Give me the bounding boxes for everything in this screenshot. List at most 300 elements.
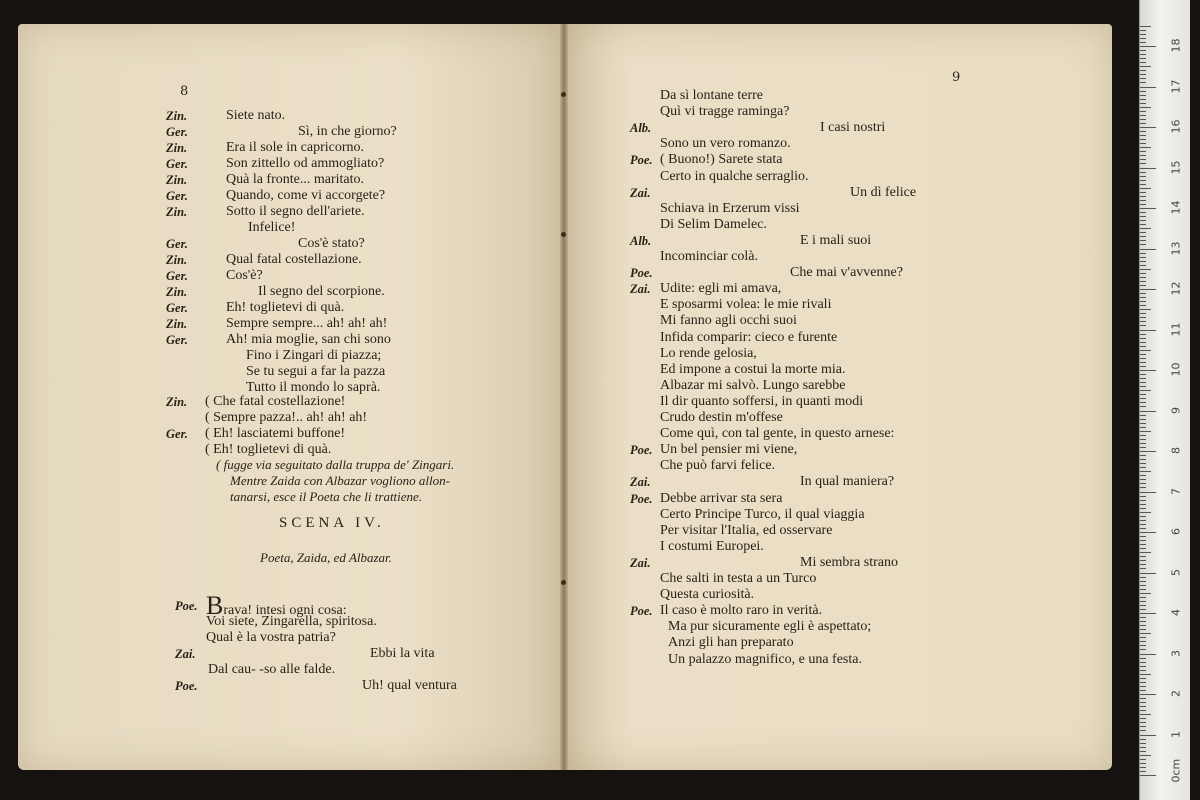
ruler-tick bbox=[1140, 524, 1146, 525]
verse-line: Il dir quanto soffersi, in quanti modi bbox=[660, 393, 864, 409]
ruler-tick bbox=[1140, 625, 1146, 626]
ruler-tick bbox=[1140, 390, 1151, 391]
ruler-label: 17 bbox=[1169, 79, 1183, 93]
ruler-tick bbox=[1140, 455, 1146, 456]
ruler-tick bbox=[1140, 297, 1146, 298]
ruler-tick bbox=[1140, 722, 1146, 723]
ruler-tick bbox=[1140, 127, 1156, 128]
scene-title: SCENA IV. bbox=[279, 515, 385, 531]
ruler-tick bbox=[1140, 402, 1146, 403]
ruler-tick bbox=[1140, 163, 1146, 164]
verse-line: I costumi Europei. bbox=[660, 538, 764, 554]
verse-line: Sempre sempre... ah! ah! ah! bbox=[226, 316, 388, 331]
ruler-tick bbox=[1140, 427, 1146, 428]
ruler-tick bbox=[1140, 74, 1146, 75]
ruler-tick bbox=[1140, 107, 1151, 108]
ruler-tick bbox=[1140, 147, 1151, 148]
ruler-tick bbox=[1140, 50, 1146, 51]
verse-line: Debbe arrivar sta sera bbox=[660, 490, 783, 506]
binding-stitch bbox=[561, 232, 566, 237]
ruler-tick bbox=[1140, 698, 1146, 699]
ruler-label: 1 bbox=[1169, 730, 1183, 738]
verse-line: Era il sole in capricorno. bbox=[226, 140, 365, 155]
ruler-tick bbox=[1140, 103, 1146, 104]
ruler-tick bbox=[1140, 585, 1146, 586]
ruler-tick bbox=[1140, 544, 1146, 545]
ruler-tick bbox=[1140, 273, 1146, 274]
verse-line: Mi sembra strano bbox=[800, 554, 898, 570]
ruler-tick bbox=[1140, 670, 1146, 671]
ruler-tick bbox=[1140, 597, 1146, 598]
ruler-tick bbox=[1140, 224, 1146, 225]
speaker-label: Poe. bbox=[630, 153, 653, 168]
speaker-label: Ger. bbox=[166, 333, 188, 347]
verse-line: Da sì lontane terre bbox=[660, 88, 764, 103]
verse-line: ( Buono!) Sarete stata bbox=[660, 152, 783, 168]
ruler-tick bbox=[1140, 42, 1146, 43]
ruler-tick bbox=[1140, 34, 1146, 35]
verse-line: Infida comparir: cieco e furente bbox=[660, 329, 838, 345]
verse-line: Che mai v'avvenne? bbox=[790, 265, 903, 281]
verse-line: In qual maniera? bbox=[800, 474, 895, 490]
ruler-tick bbox=[1140, 26, 1151, 27]
verse-line: Certo Principe Turco, il qual viaggia bbox=[660, 506, 865, 522]
verse-line: Quì vi tragge raminga? bbox=[660, 104, 790, 120]
ruler-tick bbox=[1140, 184, 1146, 185]
ruler-label: 13 bbox=[1169, 241, 1183, 255]
speaker-label: Ger. bbox=[166, 157, 188, 171]
stage-direction-line: ( fugge via seguitato dalla truppa de' Zingari. bbox=[216, 457, 455, 472]
ruler-tick bbox=[1140, 641, 1146, 642]
ruler-tick bbox=[1140, 496, 1146, 497]
verse-line: Quando, come vi accorgete? bbox=[226, 188, 386, 203]
ruler-tick bbox=[1140, 99, 1146, 100]
verse-line: Questa curiosità. bbox=[660, 587, 755, 603]
verse-line: Come quì, con tal gente, in questo arnese: bbox=[660, 426, 895, 442]
verse-line: Cos'è stato? bbox=[298, 236, 365, 251]
ruler-tick bbox=[1140, 528, 1146, 529]
ruler-tick bbox=[1140, 459, 1146, 460]
ruler-label: 4 bbox=[1169, 609, 1183, 616]
ruler-tick bbox=[1140, 362, 1146, 363]
verse-line: Incominciar colà. bbox=[660, 249, 758, 264]
ruler-tick bbox=[1140, 536, 1146, 537]
verse-line: Per visitar l'Italia, ed osservare bbox=[660, 522, 833, 538]
verse-line: Ed impone a costui la morte mia. bbox=[660, 361, 846, 377]
ruler-tick bbox=[1140, 159, 1146, 160]
verse-line: Fino i Zingari di piazza; bbox=[246, 348, 382, 363]
ruler-tick bbox=[1140, 763, 1146, 764]
ruler-tick bbox=[1140, 406, 1146, 407]
ruler-tick bbox=[1140, 730, 1146, 731]
ruler-tick bbox=[1140, 66, 1151, 67]
speaker-label: Zin. bbox=[166, 173, 188, 187]
verse-line: Che salti in testa a un Turco bbox=[660, 571, 817, 586]
ruler-tick bbox=[1140, 301, 1146, 302]
ruler-tick bbox=[1140, 678, 1146, 679]
ruler-tick bbox=[1140, 548, 1146, 549]
ruler-tick bbox=[1140, 95, 1146, 96]
ruler-tick bbox=[1140, 374, 1146, 375]
ruler-tick bbox=[1140, 617, 1146, 618]
verse-line: Ebbi la vita bbox=[370, 646, 435, 661]
ruler-tick bbox=[1140, 532, 1156, 533]
speaker-label: Poe. bbox=[175, 679, 198, 693]
ruler-tick bbox=[1140, 176, 1146, 177]
ruler-tick bbox=[1140, 111, 1146, 112]
ruler-tick bbox=[1140, 334, 1146, 335]
ruler-tick bbox=[1140, 62, 1146, 63]
ruler-label: 12 bbox=[1169, 281, 1183, 296]
ruler-tick bbox=[1140, 605, 1146, 606]
ruler-tick bbox=[1140, 293, 1146, 294]
ruler-tick bbox=[1140, 694, 1156, 695]
ruler-tick bbox=[1140, 735, 1156, 736]
speaker-label: Ger. bbox=[166, 427, 188, 441]
ruler-tick bbox=[1140, 439, 1146, 440]
verse-line: Il segno del scorpione. bbox=[258, 284, 385, 299]
ruler-label: 9 bbox=[1169, 406, 1183, 414]
ruler-tick bbox=[1140, 775, 1156, 776]
ruler-tick bbox=[1140, 305, 1146, 306]
ruler-tick bbox=[1140, 767, 1146, 768]
ruler-label: 0cm bbox=[1169, 758, 1183, 783]
ruler-label: 6 bbox=[1169, 528, 1183, 535]
verse-line: Eh! toglietevi di quà. bbox=[226, 300, 345, 315]
speaker-label: Ger. bbox=[166, 269, 188, 283]
ruler-tick bbox=[1140, 443, 1146, 444]
ruler-tick bbox=[1140, 309, 1151, 310]
verse-line: ( Eh! toglietevi di quà. bbox=[205, 442, 332, 457]
ruler-tick bbox=[1140, 196, 1146, 197]
verse-line: Infelice! bbox=[248, 220, 296, 235]
ruler-tick bbox=[1140, 253, 1146, 254]
ruler-tick bbox=[1140, 58, 1146, 59]
ruler-tick bbox=[1140, 313, 1146, 314]
stage-direction-line: Mentre Zaida con Albazar vogliono allon- bbox=[230, 473, 450, 488]
ruler-tick bbox=[1140, 516, 1146, 517]
ruler-tick bbox=[1140, 658, 1146, 659]
ruler-tick bbox=[1140, 151, 1146, 152]
verse-line: Che può farvi felice. bbox=[660, 458, 776, 474]
verse-line: Qual fatal costellazione. bbox=[226, 252, 362, 267]
ruler-tick bbox=[1140, 204, 1146, 205]
ruler-tick bbox=[1140, 686, 1146, 687]
verse-line: Tutto il mondo lo saprà. bbox=[246, 380, 381, 395]
ruler-tick bbox=[1140, 139, 1146, 140]
ruler-tick bbox=[1140, 346, 1146, 347]
ruler-label: 10 bbox=[1169, 362, 1183, 377]
verse-line: Un dì felice bbox=[850, 184, 917, 200]
ruler-tick bbox=[1140, 285, 1146, 286]
ruler-tick bbox=[1140, 236, 1146, 237]
speaker-label: Poe. bbox=[630, 604, 653, 619]
verse-line: Se tu segui a far la pazza bbox=[246, 364, 386, 379]
ruler-tick bbox=[1140, 621, 1146, 622]
speaker-label: Zin. bbox=[166, 285, 188, 299]
ruler-label: 11 bbox=[1169, 322, 1183, 336]
verse-line: Schiava in Erzerum vissi bbox=[660, 200, 800, 216]
ruler-tick bbox=[1140, 281, 1146, 282]
ruler-tick bbox=[1140, 91, 1146, 92]
ruler-tick bbox=[1140, 520, 1146, 521]
speaker-label: Zai. bbox=[630, 555, 651, 570]
ruler-tick bbox=[1140, 771, 1146, 772]
verse-line: ( Eh! lasciatemi buffone! bbox=[205, 426, 346, 441]
speaker-label: Zai. bbox=[175, 647, 196, 661]
verse-line: Qual è la vostra patria? bbox=[206, 630, 336, 645]
ruler-label: 15 bbox=[1169, 160, 1183, 174]
ruler-tick bbox=[1140, 123, 1146, 124]
ruler-tick bbox=[1140, 447, 1146, 448]
ruler-tick bbox=[1140, 220, 1146, 221]
ruler-tick bbox=[1140, 78, 1146, 79]
ruler-tick bbox=[1140, 581, 1146, 582]
ruler-tick bbox=[1140, 82, 1146, 83]
speaker-label: Zin. bbox=[166, 141, 188, 155]
speaker-label: Ger. bbox=[166, 237, 188, 251]
ruler-tick bbox=[1140, 601, 1146, 602]
speaker-label: Zin. bbox=[166, 109, 188, 123]
measuring-ruler bbox=[1139, 0, 1190, 800]
stage-direction-line: tanarsi, esce il Poeta che li trattiene. bbox=[230, 489, 423, 504]
verse-line: Lo rende gelosia, bbox=[660, 345, 757, 361]
ruler-tick bbox=[1140, 354, 1146, 355]
ruler-tick bbox=[1140, 613, 1156, 614]
ruler-tick bbox=[1140, 702, 1146, 703]
ruler-tick bbox=[1140, 232, 1146, 233]
ruler-tick bbox=[1140, 386, 1146, 387]
ruler-label: 5 bbox=[1169, 568, 1183, 576]
ruler-tick bbox=[1140, 398, 1146, 399]
speaker-label: Alb. bbox=[630, 121, 652, 136]
verse-line: Albazar mi salvò. Lungo sarebbe bbox=[660, 377, 846, 393]
speaker-label: Zai. bbox=[630, 282, 651, 297]
verse-line: ( Che fatal costellazione! bbox=[205, 394, 346, 409]
drop-cap: B bbox=[206, 591, 224, 620]
ruler-tick bbox=[1140, 637, 1146, 638]
verse-line: Siete nato. bbox=[226, 108, 286, 123]
ruler-tick bbox=[1140, 419, 1146, 420]
ruler-tick bbox=[1140, 747, 1146, 748]
ruler-label: 8 bbox=[1169, 447, 1183, 454]
ruler-tick bbox=[1140, 192, 1146, 193]
speaker-label: Zin. bbox=[166, 253, 188, 267]
ruler-tick bbox=[1140, 492, 1156, 493]
ruler-tick bbox=[1140, 257, 1146, 258]
ruler-tick bbox=[1140, 633, 1151, 634]
ruler-tick bbox=[1140, 115, 1146, 116]
ruler-tick bbox=[1140, 265, 1146, 266]
ruler-tick bbox=[1140, 168, 1156, 169]
ruler-tick bbox=[1140, 463, 1146, 464]
ruler-tick bbox=[1140, 342, 1146, 343]
verse-line: Certo in qualche serraglio. bbox=[660, 168, 809, 184]
ruler-tick bbox=[1140, 131, 1146, 132]
binding-stitch bbox=[561, 580, 566, 585]
speaker-label: Ger. bbox=[166, 125, 188, 139]
ruler-tick bbox=[1140, 508, 1146, 509]
verse-line: Crudo destin m'offese bbox=[660, 410, 783, 425]
verse-line: Udite: egli mi amava, bbox=[660, 281, 782, 297]
book-gutter bbox=[560, 24, 568, 770]
ruler-tick bbox=[1140, 471, 1151, 472]
verse-line: Sotto il segno dell'ariete. bbox=[226, 204, 365, 219]
ruler-tick bbox=[1140, 382, 1146, 383]
ruler-tick bbox=[1140, 512, 1151, 513]
verse-line: Anzi gli han preparato bbox=[668, 635, 794, 651]
verse-line: Son zittello od ammogliato? bbox=[226, 156, 385, 171]
ruler-tick bbox=[1140, 743, 1146, 744]
ruler-tick bbox=[1140, 350, 1151, 351]
ruler-tick bbox=[1140, 726, 1146, 727]
verse-line: Di Selim Damelec. bbox=[660, 216, 767, 232]
ruler-tick bbox=[1140, 208, 1156, 209]
ruler-tick bbox=[1140, 487, 1146, 488]
verse-line: Uh! qual ventura bbox=[362, 678, 457, 693]
verse-line: Mi fanno agli occhi suoi bbox=[660, 313, 797, 329]
ruler-tick bbox=[1140, 143, 1146, 144]
scene-cast: Poeta, Zaida, ed Albazar. bbox=[260, 550, 392, 565]
speaker-label: Alb. bbox=[630, 233, 652, 248]
verse-line: Cos'è? bbox=[226, 268, 263, 283]
verse-line: ( Sempre pazza!.. ah! ah! ah! bbox=[205, 410, 368, 425]
ruler-tick bbox=[1140, 370, 1156, 371]
ruler-tick bbox=[1140, 483, 1146, 484]
ruler-tick bbox=[1140, 710, 1146, 711]
ruler-tick bbox=[1140, 451, 1156, 452]
speaker-label: Ger. bbox=[166, 189, 188, 203]
ruler-tick bbox=[1140, 589, 1146, 590]
ruler-tick bbox=[1140, 317, 1146, 318]
ruler-tick bbox=[1140, 212, 1146, 213]
ruler-label: 14 bbox=[1169, 200, 1183, 215]
verse-text: rava! intesi ogni cosa: bbox=[223, 603, 347, 618]
verse-line: E sposarmi volea: le mie rivali bbox=[660, 297, 832, 313]
ruler-tick bbox=[1140, 338, 1146, 339]
ruler-tick bbox=[1140, 662, 1146, 663]
ruler-tick bbox=[1140, 706, 1146, 707]
verse-line: Un palazzo magnifico, e una festa. bbox=[668, 651, 862, 667]
verse-line: Ah! mia moglie, san chi sono bbox=[226, 332, 391, 347]
ruler-tick bbox=[1140, 46, 1156, 47]
ruler-tick bbox=[1140, 269, 1151, 270]
ruler-tick bbox=[1140, 394, 1146, 395]
speaker-label: Poe. bbox=[630, 491, 653, 506]
ruler-tick bbox=[1140, 739, 1146, 740]
speaker-label: Poe. bbox=[630, 443, 653, 458]
ruler-tick bbox=[1140, 244, 1146, 245]
ruler-tick bbox=[1140, 261, 1146, 262]
ruler-tick bbox=[1140, 751, 1146, 752]
ruler-tick bbox=[1140, 500, 1146, 501]
ruler-label: 18 bbox=[1169, 38, 1183, 53]
ruler-tick bbox=[1140, 540, 1146, 541]
ruler-label: 3 bbox=[1169, 649, 1183, 657]
ruler-tick bbox=[1140, 249, 1156, 250]
ruler-tick bbox=[1140, 666, 1146, 667]
speaker-label: Poe. bbox=[630, 266, 653, 281]
verse-line: Voi siete, Zingarella, spiritosa. bbox=[206, 614, 377, 629]
ruler-tick bbox=[1140, 135, 1146, 136]
ruler-tick bbox=[1140, 682, 1146, 683]
ruler-tick bbox=[1140, 321, 1146, 322]
left-page-number: 8 bbox=[180, 84, 189, 99]
ruler-tick bbox=[1140, 435, 1146, 436]
ruler-tick bbox=[1140, 240, 1146, 241]
ruler-tick bbox=[1140, 759, 1146, 760]
ruler-tick bbox=[1140, 475, 1146, 476]
speaker-label: Zai. bbox=[630, 185, 651, 200]
ruler-tick bbox=[1140, 325, 1146, 326]
verse-line: Sì, in che giorno? bbox=[298, 124, 397, 139]
ruler-tick bbox=[1140, 577, 1146, 578]
ruler-tick bbox=[1140, 216, 1146, 217]
ruler-tick bbox=[1140, 629, 1146, 630]
ruler-tick bbox=[1140, 228, 1151, 229]
ruler-tick bbox=[1140, 378, 1146, 379]
verse-line: Un bel pensier mi viene, bbox=[660, 442, 798, 458]
ruler-tick bbox=[1140, 552, 1151, 553]
ruler-tick bbox=[1140, 560, 1146, 561]
ruler-tick bbox=[1140, 70, 1146, 71]
verse-line: Dal cau- -so alle falde. bbox=[208, 662, 336, 677]
ruler-tick bbox=[1140, 330, 1156, 331]
ruler-tick bbox=[1140, 415, 1146, 416]
ruler-tick bbox=[1140, 172, 1146, 173]
speaker-label: Zin. bbox=[166, 395, 188, 409]
ruler-tick bbox=[1140, 649, 1146, 650]
ruler-tick bbox=[1140, 431, 1151, 432]
ruler-tick bbox=[1140, 180, 1146, 181]
ruler-tick bbox=[1140, 277, 1146, 278]
ruler-tick bbox=[1140, 119, 1146, 120]
ruler-tick bbox=[1140, 411, 1156, 412]
ruler-tick bbox=[1140, 718, 1146, 719]
ruler-tick bbox=[1140, 645, 1146, 646]
ruler-tick bbox=[1140, 573, 1156, 574]
ruler-tick bbox=[1140, 609, 1146, 610]
verse-line: E i mali suoi bbox=[800, 232, 872, 248]
ruler-tick bbox=[1140, 366, 1146, 367]
ruler-tick bbox=[1140, 358, 1146, 359]
verse-line: Il caso è molto raro in verità. bbox=[660, 603, 823, 619]
ruler-tick bbox=[1140, 479, 1146, 480]
ruler-tick bbox=[1140, 87, 1156, 88]
speaker-label: Poe. bbox=[175, 599, 198, 613]
ruler-tick bbox=[1140, 467, 1146, 468]
ruler-tick bbox=[1140, 593, 1151, 594]
ruler-tick bbox=[1140, 568, 1146, 569]
ruler-tick bbox=[1140, 714, 1151, 715]
speaker-label: Ger. bbox=[166, 301, 188, 315]
ruler-tick bbox=[1140, 504, 1146, 505]
ruler-tick bbox=[1140, 54, 1146, 55]
ruler-label: 2 bbox=[1169, 690, 1183, 697]
verse-line: Quà la fronte... maritato. bbox=[226, 172, 365, 187]
right-page-number: 9 bbox=[952, 70, 961, 85]
ruler-tick bbox=[1140, 556, 1146, 557]
ruler-tick bbox=[1140, 423, 1146, 424]
ruler-tick bbox=[1140, 289, 1156, 290]
verse-line: I casi nostri bbox=[820, 120, 886, 136]
ruler-tick bbox=[1140, 674, 1151, 675]
ruler-tick bbox=[1140, 200, 1146, 201]
speaker-label: Zai. bbox=[630, 475, 651, 490]
speaker-label: Zin. bbox=[166, 205, 188, 219]
ruler-tick bbox=[1140, 188, 1151, 189]
verse-line: Sono un vero romanzo. bbox=[660, 136, 791, 152]
